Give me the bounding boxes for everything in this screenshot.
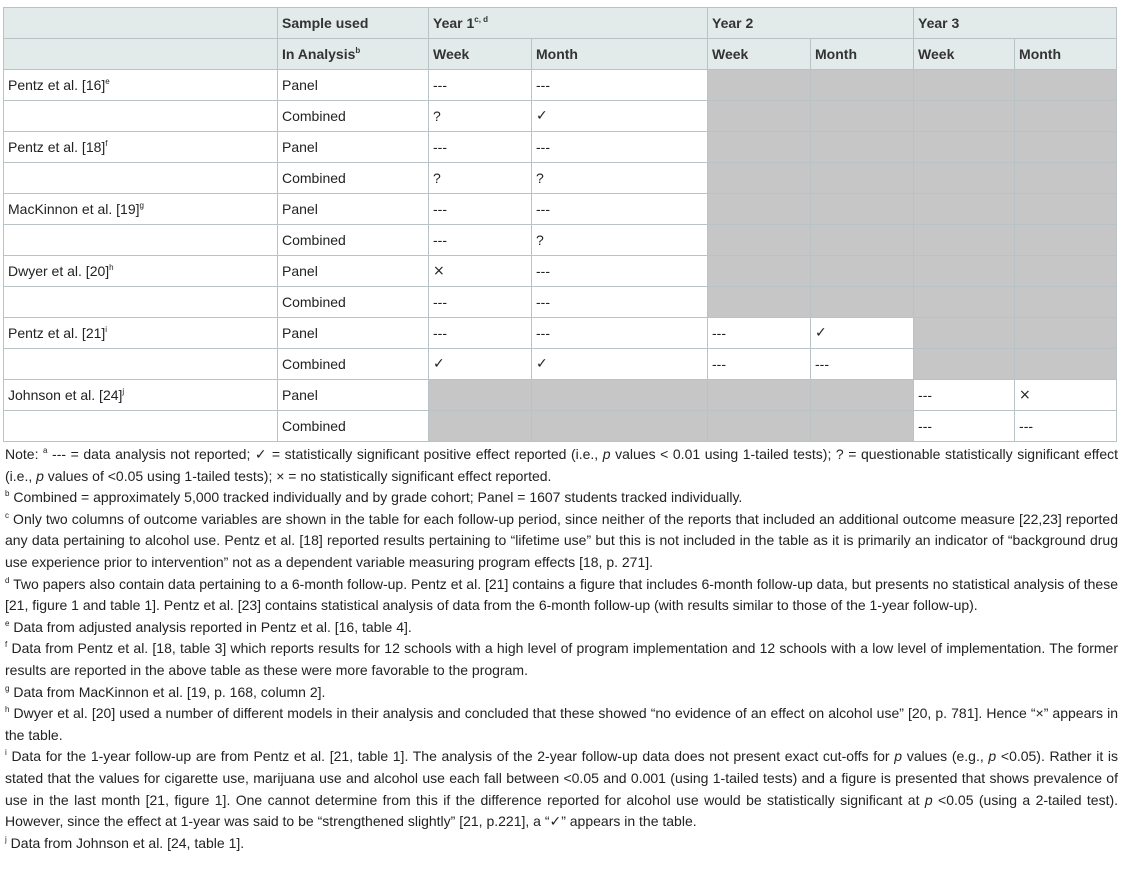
result-cell-y3-month [1015,101,1117,132]
result-cell-y1-month: --- [532,318,708,349]
note-h-sup: h [5,705,10,715]
result-cell-y2-week [708,101,811,132]
study-footnote-ref: j [122,387,125,396]
result-cell-y2-month [811,256,914,287]
result-cell-y3-month [1015,349,1117,380]
header-y1-month: Month [532,39,708,70]
header-year3-label: Year 3 [918,15,960,31]
sample-cell: Combined [278,411,429,442]
result-cell-y2-month [811,163,914,194]
study-cell [4,194,278,225]
result-cell-y1-week: --- [429,70,532,101]
study-name: Johnson et al. [24] [8,387,123,403]
note-c [5,509,1118,574]
study-footnote-ref: i [105,325,108,334]
result-cell-y3-week [914,163,1015,194]
note-c-text: Only two columns of outcome variables are shown in the table for each follow-up period, since neither of the reports that included an additional outcome measure [22,23] reported any data pertaining to alcohol use. Pentz et al. [18] reported results pertaining to “lifetime use” but this is not included in the table as it is primarily an indicator of “background drug use experience prior to intervention” not as a dependent variable measuring program effects [18, p. 271]. [5,510,1118,570]
result-cell-y1-month [532,380,708,411]
note-i-text-2: values (e.g., [902,748,989,765]
table-row [4,101,1117,132]
study-cell [4,380,278,411]
note-a-text-3: values of <0.05 using 1-tailed tests); × = no statistically significant effect reported. [43,467,552,484]
result-cell-y3-month [1015,225,1117,256]
sample-cell: Panel [278,256,429,287]
result-cell-y2-week [708,132,811,163]
note-h [5,703,1118,746]
result-cell-y2-month [811,132,914,163]
result-cell-y2-month [811,380,914,411]
header-year2-label: Year 2 [712,15,754,31]
result-cell-y1-week: --- [429,194,532,225]
note-f [5,638,1118,681]
result-cell-y1-week: ? [429,101,532,132]
study-cell [4,411,278,442]
table-notes [5,444,1118,854]
result-cell-y2-week [708,70,811,101]
result-cell-y1-month: --- [532,132,708,163]
result-cell-y3-week [914,194,1015,225]
table-row [4,256,1117,287]
result-cell-y2-month: ✓ [811,318,914,349]
note-f-sup: f [5,640,8,650]
result-cell-y1-month [532,411,708,442]
table-row [4,411,1117,442]
study-cell [4,256,278,287]
table-row [4,349,1117,380]
sample-cell: Combined [278,225,429,256]
sample-cell: Combined [278,287,429,318]
study-footnote-ref: e [105,77,110,86]
study-cell [4,318,278,349]
result-cell-y1-week [429,380,532,411]
result-cell-y2-week [708,225,811,256]
table-row [4,287,1117,318]
header-blank-cell [4,39,278,70]
note-c-sup: c [5,510,9,520]
study-footnote-ref: h [109,263,114,272]
study-cell [4,101,278,132]
study-name: Pentz et al. [18] [8,139,106,155]
study-cell [4,132,278,163]
note-a-p-1: p [602,446,611,462]
note-a-sup: a [43,446,48,455]
header-in-analysis-label: In Analysis [282,46,356,62]
note-e-text: Data from adjusted analysis reported in Pentz et al. [16, table 4]. [9,618,412,635]
result-cell-y3-week [914,132,1015,163]
result-cell-y3-month [1015,256,1117,287]
study-cell [4,163,278,194]
header-y3-month: Month [1015,39,1117,70]
sample-cell: Panel [278,380,429,411]
study-cell [4,349,278,380]
header-sample-used [278,8,429,39]
study-name: Pentz et al. [16] [8,77,106,93]
result-cell-y3-month: --- [1015,411,1117,442]
note-e-sup: e [5,618,10,628]
header-y2-week: Week [708,39,811,70]
result-cell-y2-month: --- [811,349,914,380]
table-row [4,163,1117,194]
note-d-text: Two papers also contain data pertaining to a 6-month follow-up. Pentz et al. [21] contains a figure that includes 6-month follow-up data, but presents no statistical analysis of these [21, figure 1 and table 1]. Pentz et al. [23] contains statistical analysis of data from the 6-month follow-up (with results similar to those of the 1-year follow-up). [5,575,1118,614]
note-g-sup: g [5,683,10,693]
header-year1-sup: c, d [474,15,489,24]
result-cell-y1-month: ✓ [532,101,708,132]
study-name: Dwyer et al. [20] [8,263,110,279]
note-i-text-1: Data for the 1-year follow-up are from Pentz et al. [21, table 1]. The analysis of the 2-year follow-up data does not present exact cut-offs for [6,748,895,765]
result-cell-y1-week: --- [429,132,532,163]
sample-cell: Combined [278,163,429,194]
result-cell-y1-week: ? [429,163,532,194]
result-cell-y1-month: --- [532,287,708,318]
table-row [4,70,1117,101]
note-g [5,682,1118,704]
result-cell-y1-week: --- [429,287,532,318]
result-cell-y3-week: --- [914,411,1015,442]
note-a-text-1: --- = data analysis not reported; ✓ = statistically significant positive effect reported (i.e., [47,446,603,462]
result-cell-y3-month [1015,132,1117,163]
note-f-text: Data from Pentz et al. [18, table 3] which reports results for 12 schools with a high level of program implementation and 12 schools with a low level of implementation. The former results are reported in the above table as these were more favorable to the program. [5,640,1118,678]
result-cell-y3-month [1015,194,1117,225]
result-cell-y2-month [811,101,914,132]
result-cell-y2-week [708,287,811,318]
result-cell-y3-week: --- [914,380,1015,411]
result-cell-y2-week: --- [708,318,811,349]
result-cell-y3-month [1015,70,1117,101]
result-cell-y1-month: --- [532,256,708,287]
study-cell [4,70,278,101]
result-cell-y1-month: ? [532,163,708,194]
result-cell-y3-month [1015,318,1117,349]
header-sample-used-label: Sample used [282,15,369,31]
sample-cell: Panel [278,194,429,225]
note-i-p-2: p [988,748,997,765]
note-b [5,487,1118,509]
header-year2 [708,8,914,39]
result-cell-y2-month [811,194,914,225]
table-row [4,225,1117,256]
result-cell-y3-week [914,225,1015,256]
study-footnote-ref: f [105,139,108,148]
table-row [4,380,1117,411]
result-cell-y2-month [811,70,914,101]
sample-cell: Panel [278,70,429,101]
note-d-sup: d [5,575,10,585]
note-i-text-4: <0.05 (using a 2-tailed test). However, since the effect at 1-year was said to be “strengthened slightly” [21, p.221], a “✓” appears in the table. [5,791,1119,830]
table-row [4,194,1117,225]
header-in-analysis [278,39,429,70]
note-a-p-2: p [36,467,44,484]
note-b-sup: b [5,489,10,499]
result-cell-y2-week [708,411,811,442]
result-cell-y1-month: --- [532,194,708,225]
sample-cell: Panel [278,132,429,163]
note-g-text: Data from MacKinnon et al. [19, p. 168, column 2]. [9,683,326,700]
study-name: MacKinnon et al. [19] [8,201,140,217]
note-h-text: Dwyer et al. [20] used a number of different models in their analysis and concluded that these showed “no evidence of an effect on alcohol use” [20, p. 781]. Hence “×” appears in the table. [5,705,1118,743]
result-cell-y2-month [811,225,914,256]
result-cell-y1-month: --- [532,70,708,101]
header-blank-cell [4,8,278,39]
header-row-1 [4,8,1117,39]
study-footnote-ref: g [139,201,144,210]
result-cell-y2-week [708,380,811,411]
result-cell-y3-month [1015,287,1117,318]
note-i-p-1: p [894,748,903,765]
result-cell-y2-month [811,411,914,442]
note-a-prefix: Note: [5,446,44,462]
note-i [5,746,1118,832]
study-name: Pentz et al. [21] [8,325,106,341]
note-b-text: Combined = approximately 5,000 tracked individually and by grade cohort; Panel = 1607 students tracked individually. [9,489,743,506]
results-table [3,7,1117,442]
result-cell-y2-week: --- [708,349,811,380]
result-cell-y3-month: × [1015,380,1117,411]
sample-cell: Panel [278,318,429,349]
note-j [5,833,1118,855]
result-cell-y1-week: --- [429,318,532,349]
result-cell-y3-week [914,349,1015,380]
note-i-sup: i [5,748,7,758]
header-in-analysis-sup: b [355,46,361,55]
note-j-text: Data from Johnson et al. [24, table 1]. [6,834,245,851]
note-i-p-3: p [924,791,933,808]
result-cell-y3-week [914,70,1015,101]
note-a-text-2: values < 0.01 using 1-tailed tests); ? = questionable statistically significant effect (i.e., [5,446,1118,484]
header-y2-month: Month [811,39,914,70]
result-cell-y2-week [708,194,811,225]
study-cell [4,287,278,318]
header-y3-week: Week [914,39,1015,70]
result-cell-y2-month [811,287,914,318]
header-year1-label: Year 1 [433,15,475,31]
result-cell-y1-month: ? [532,225,708,256]
study-cell [4,225,278,256]
result-cell-y3-week [914,101,1015,132]
result-cell-y3-week [914,318,1015,349]
header-y1-week: Week [429,39,532,70]
result-cell-y1-week: --- [429,225,532,256]
result-cell-y1-month: ✓ [532,349,708,380]
sample-cell: Combined [278,101,429,132]
note-j-sup: j [5,834,7,844]
table-row [4,318,1117,349]
header-year3 [914,8,1117,39]
result-cell-y2-week [708,163,811,194]
result-cell-y1-week [429,411,532,442]
note-e [5,617,1118,639]
sample-cell: Combined [278,349,429,380]
header-year1 [429,8,708,39]
result-cell-y3-week [914,256,1015,287]
header-row-2 [4,39,1117,70]
result-cell-y1-week: ✓ [429,349,532,380]
result-cell-y3-month [1015,163,1117,194]
note-i-text-3: <0.05). Rather it is stated that the values for cigarette use, marijuana use and alcohol use each fall between <0.05 and 0.001 (using 1-tailed tests) and a figure is presented that shows prevalence of use in the last month [21, figure 1]. One cannot determine from this if the difference reported for alcohol use would be statistically significant at [5,748,1119,808]
note-d [5,574,1118,617]
result-cell-y1-week: × [429,256,532,287]
table-row [4,132,1117,163]
result-cell-y3-week [914,287,1015,318]
note-a [5,444,1118,487]
result-cell-y2-week [708,256,811,287]
